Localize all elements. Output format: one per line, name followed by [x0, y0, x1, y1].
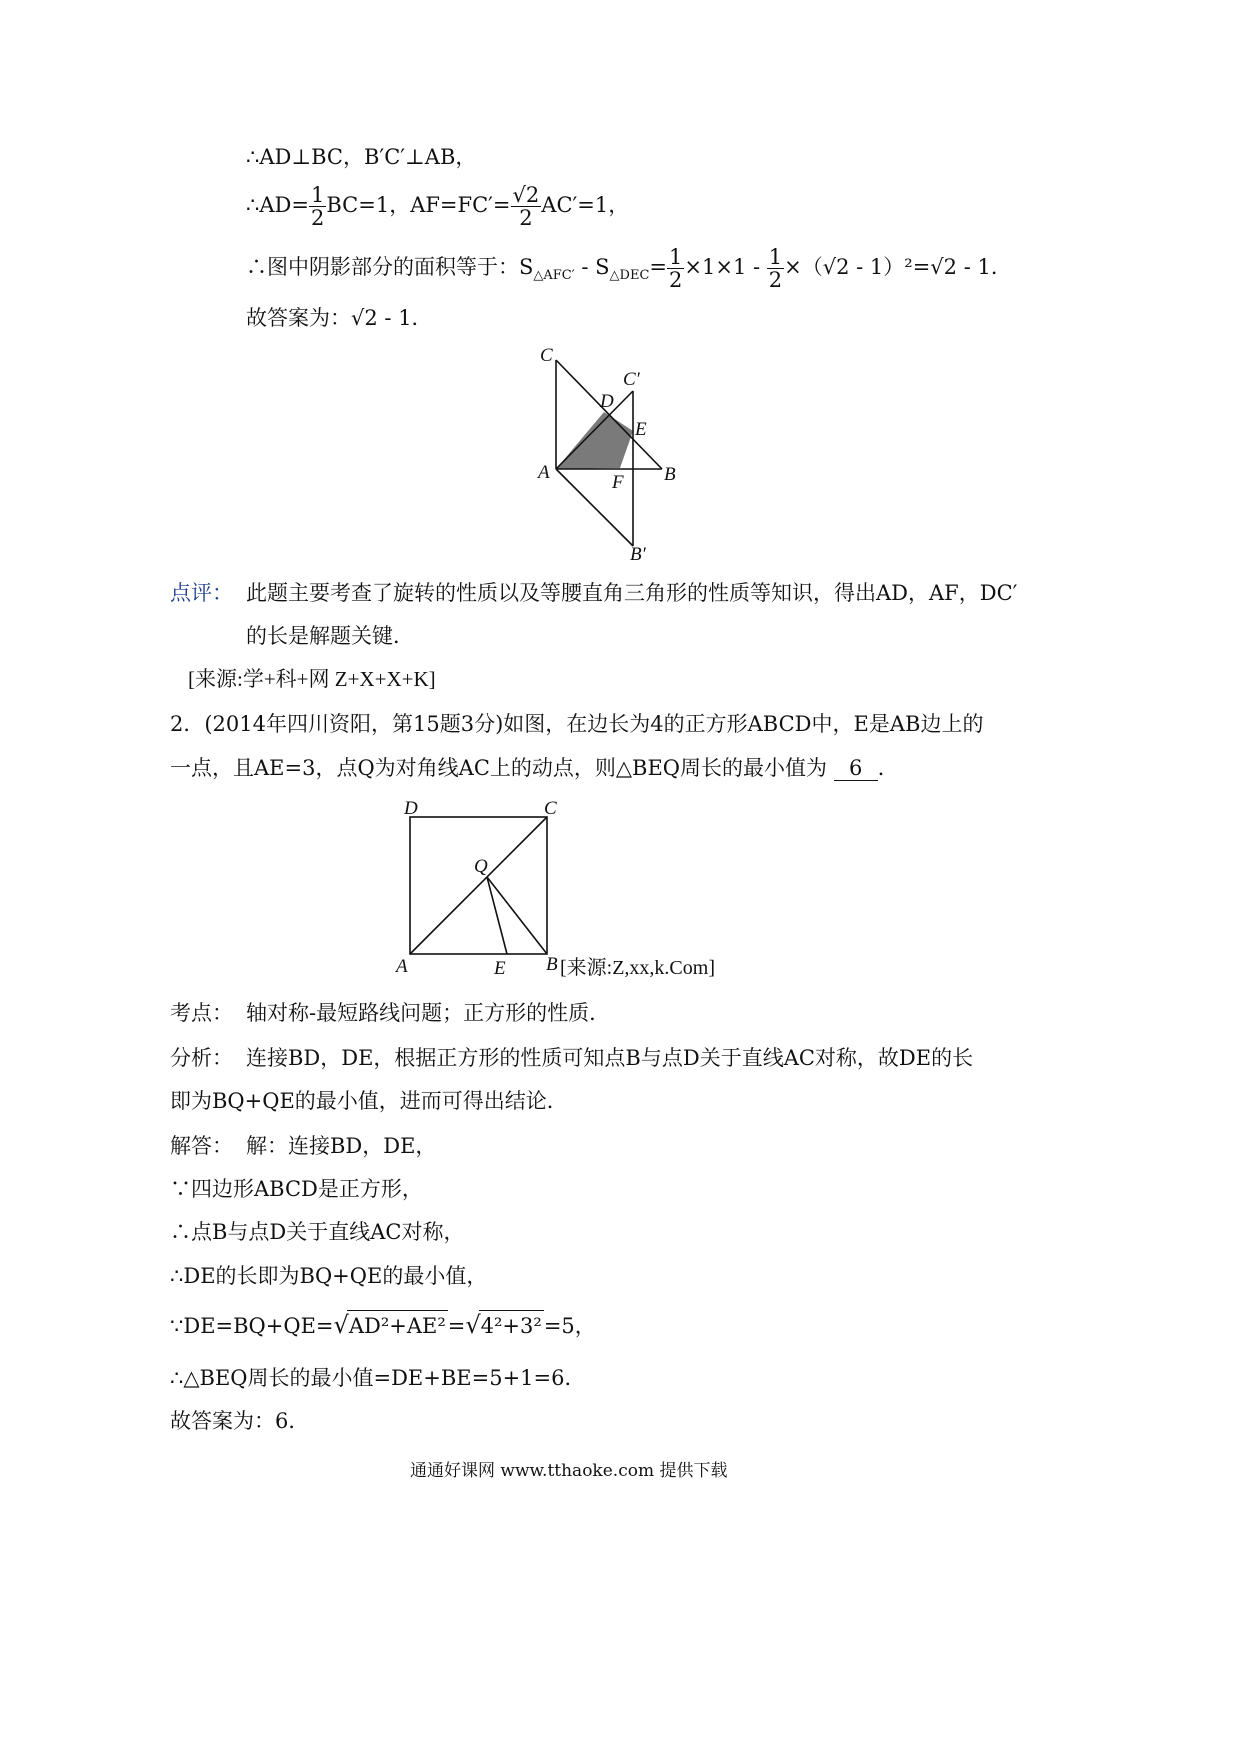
figure-rotated-triangles — [520, 338, 700, 568]
fraction-half: $\frac{1}{2}$ — [310, 183, 325, 230]
jieda-step-2: ∴点B与点D关于直线AC对称， — [170, 1220, 465, 1244]
source-note-1: [来源:学+科+网 Z+X+X+K] — [188, 667, 436, 691]
label-D: D — [404, 798, 418, 819]
label-B-prime: B′ — [630, 544, 646, 565]
comment-text-2: 的长是解题关键． — [246, 624, 414, 648]
fenxi-text-1: 连接BD，DE，根据正方形的性质可知点B与点D关于直线AC对称，故DE的长 — [246, 1046, 974, 1070]
problem2-line-1: 2．(2014年四川资阳，第15题3分)如图，在边长为4的正方形ABCD中，E是AB边上的 — [170, 712, 984, 736]
jieda-answer: 故答案为：6． — [170, 1409, 310, 1433]
shaded-region — [556, 412, 633, 469]
label-E: E — [494, 958, 506, 979]
problem2-line-2: 一点，且AE=3，点Q为对角线AC上的动点，则△BEQ周长的最小值为 6 ． — [170, 756, 899, 780]
kaodian-text: 轴对称-最短路线问题；正方形的性质． — [246, 1001, 611, 1025]
label-F: F — [612, 472, 624, 493]
fenxi-text-2: 即为BQ+QE的最小值，进而可得出结论． — [170, 1089, 568, 1113]
segment-QB — [487, 877, 547, 954]
figure-square-abcd — [390, 792, 580, 982]
jieda-text: 解：连接BD，DE， — [246, 1134, 437, 1158]
label-C: C — [544, 798, 557, 819]
radicand-2: 4²+3² — [479, 1310, 544, 1341]
label-E: E — [635, 419, 647, 440]
jieda-step-4: ∵DE=BQ+QE=√AD²+AE²=√4²+3²=5， — [170, 1311, 596, 1339]
label-A: A — [396, 956, 408, 977]
jieda-label: 解答： — [170, 1134, 233, 1158]
jieda-step-5: ∴△BEQ周长的最小值=DE+BE=5+1=6． — [170, 1366, 586, 1390]
solution-line-3: ∴图中阴影部分的面积等于：$S_{\triangle AFC'} - S_{\triangle DEC}=$ $\frac{1}{2}$ ×1×1 - $\frac{1}{2}$ ×（√2 - 1）²=√2 - 1． — [246, 245, 1012, 292]
label-A: A — [538, 462, 550, 483]
solution-line-1: ∴AD⊥BC，B′C′⊥AB， — [246, 145, 477, 169]
line2-prefix: ∴AD= — [246, 193, 309, 217]
label-C-prime: C′ — [623, 369, 640, 390]
line2-middle: BC=1，AF=FC′= — [326, 193, 511, 217]
answer-blank: 6 — [834, 756, 878, 781]
solution-line-2 — [246, 184, 629, 229]
radicand-1: AD²+AE² — [347, 1310, 448, 1341]
label-Q: Q — [474, 856, 488, 877]
jieda-step-3: ∴DE的长即为BQ+QE的最小值， — [170, 1264, 488, 1288]
diagonal-AC — [410, 817, 547, 954]
kaodian-label: 考点： — [170, 1001, 233, 1025]
jieda-step-1: ∵四边形ABCD是正方形， — [170, 1177, 423, 1201]
fenxi-label: 分析： — [170, 1046, 233, 1070]
comment-label: 点评： — [170, 581, 233, 605]
footer: 通通好课网 www.tthaoke.com 提供下载 — [410, 1461, 728, 1481]
line2-suffix: AC′=1， — [541, 193, 630, 217]
label-B: B — [546, 954, 558, 975]
label-B: B — [664, 464, 676, 485]
source-note-2: [来源:Z,xx,k.Com] — [560, 957, 715, 979]
solution-answer: 故答案为：√2 - 1． — [246, 306, 433, 330]
comment-text-1: 此题主要考查了旋转的性质以及等腰直角三角形的性质等知识，得出AD，AF，DC′ — [246, 581, 1018, 605]
fraction-root2-over-2: $\frac{√2}{2}$ — [512, 183, 540, 230]
label-D: D — [600, 391, 614, 412]
label-C: C — [540, 345, 553, 366]
